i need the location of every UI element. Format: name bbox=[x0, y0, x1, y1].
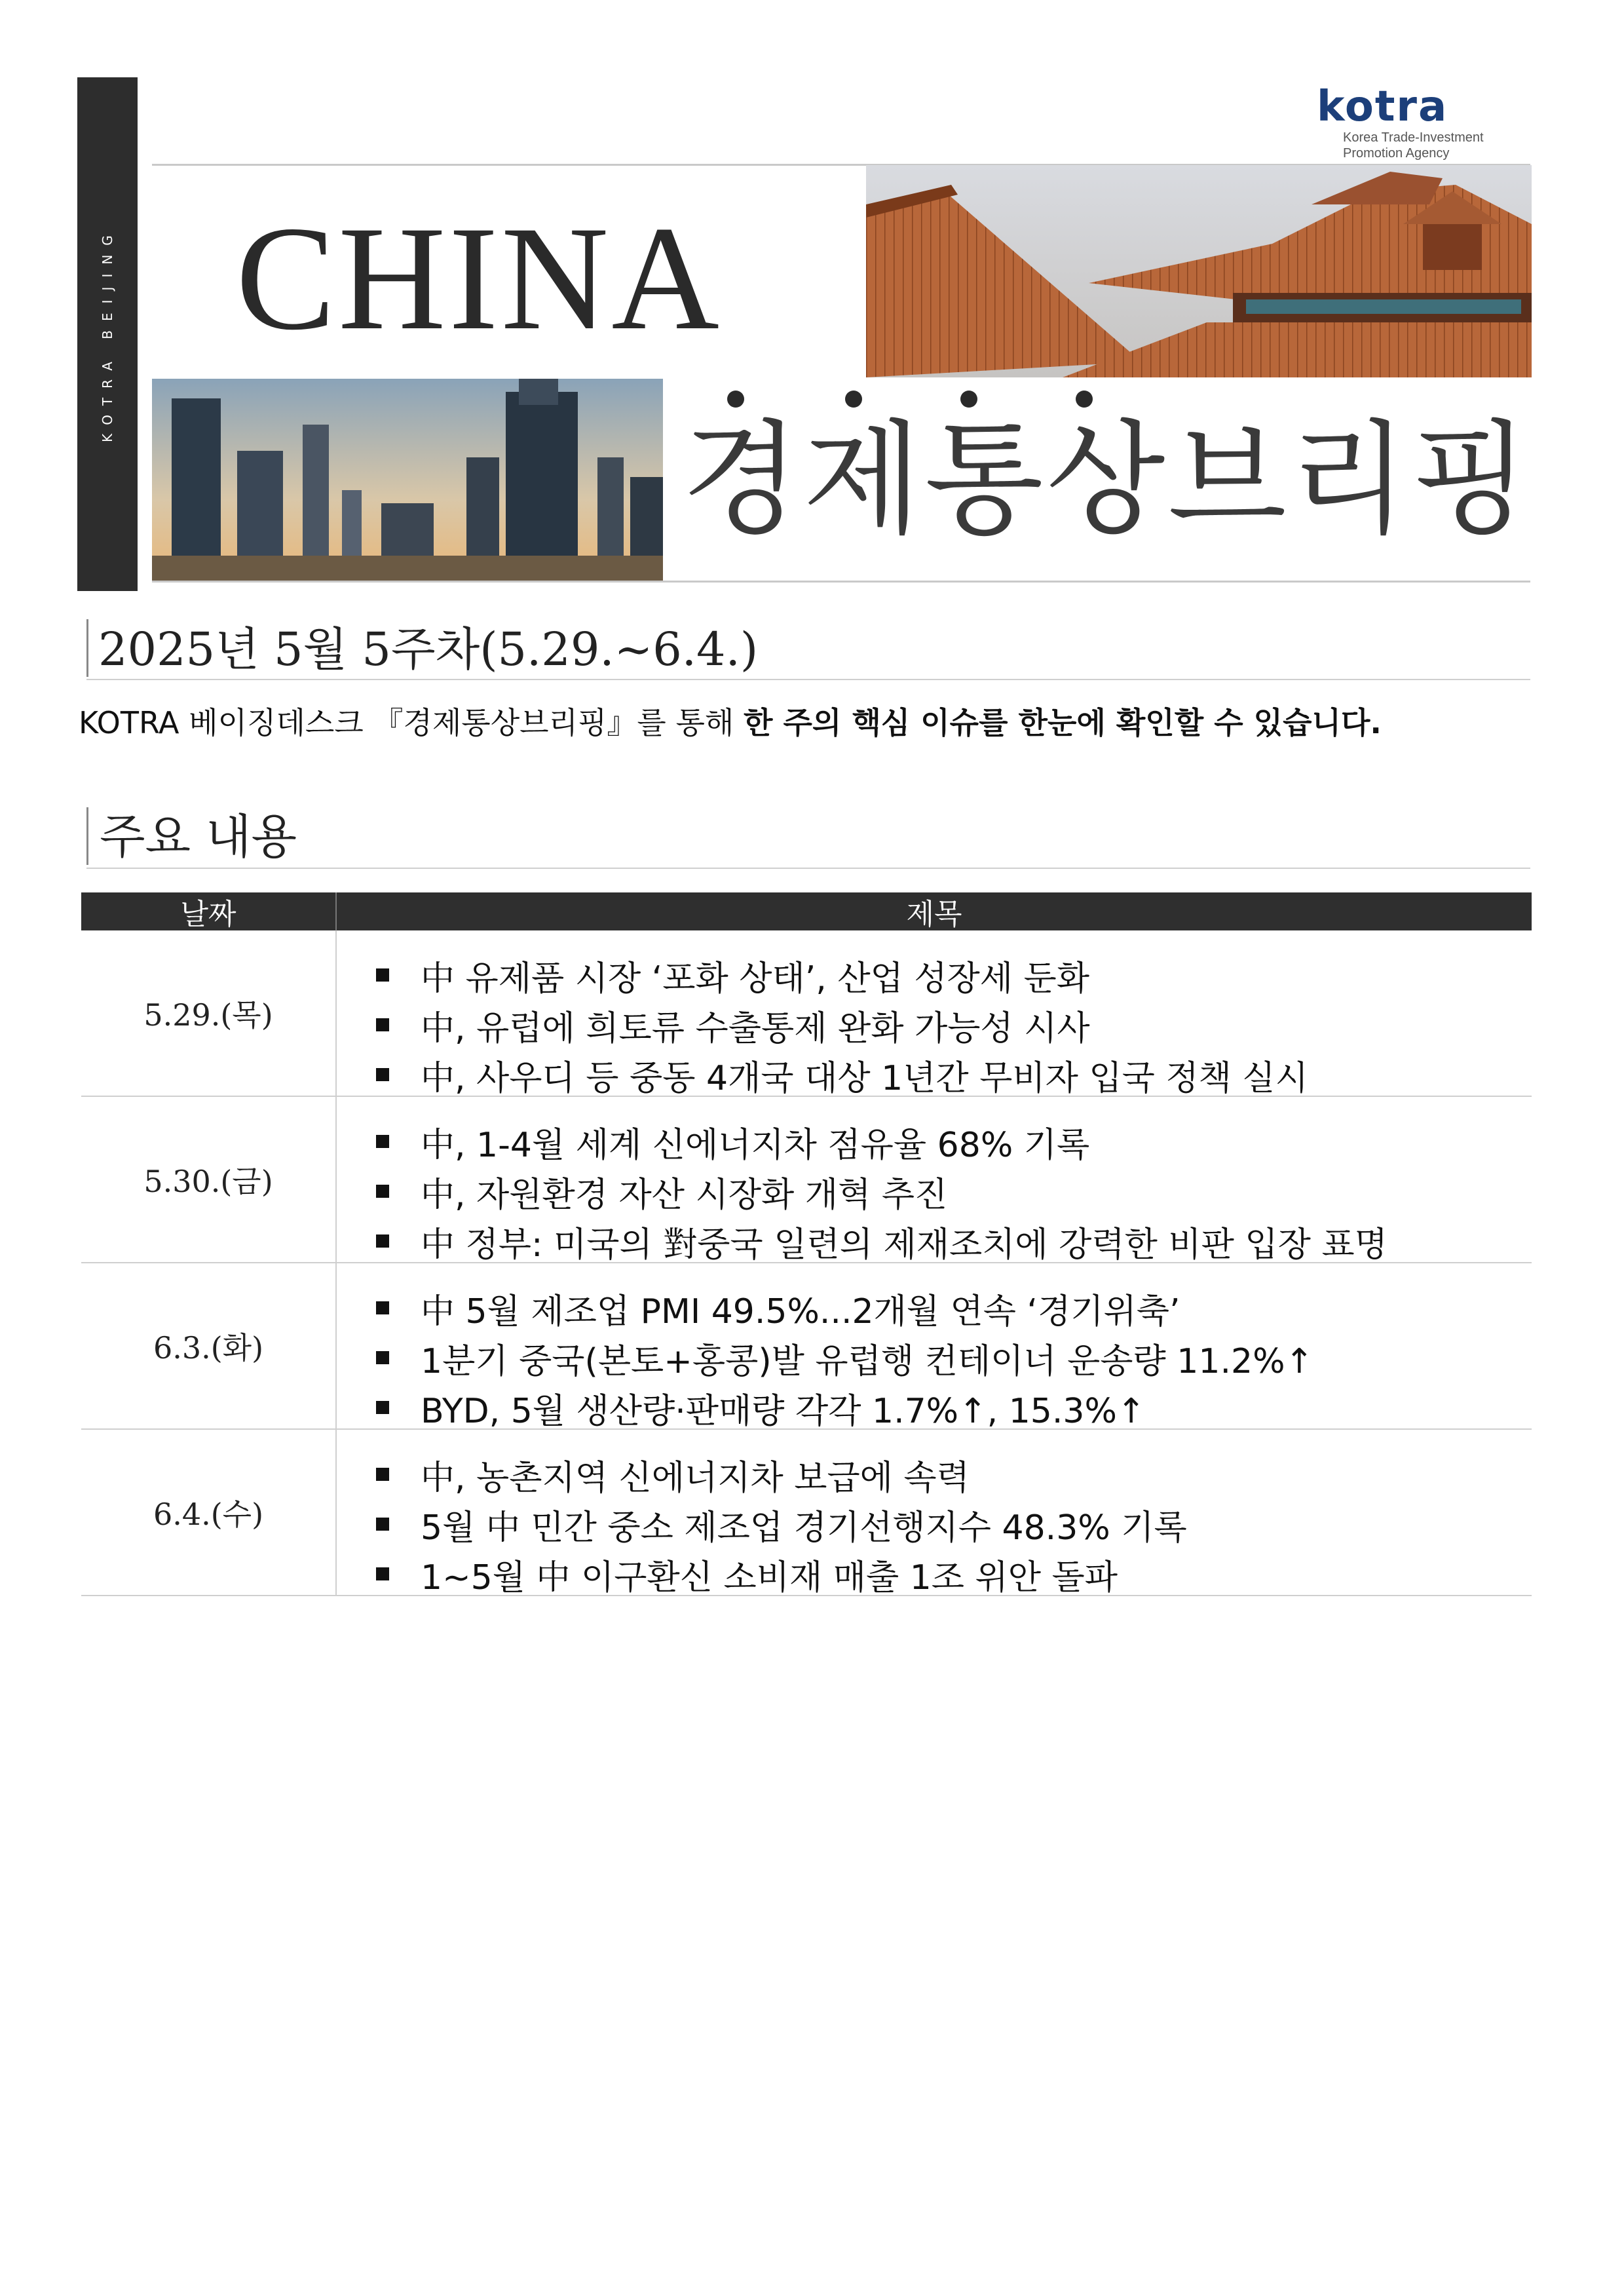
header-title: 제목 bbox=[906, 898, 962, 931]
list-item bbox=[337, 1166, 1532, 1216]
bullet-icon bbox=[376, 1234, 389, 1248]
list-item bbox=[337, 1449, 1532, 1499]
kotra-logo bbox=[1317, 84, 1533, 161]
summary-table bbox=[81, 892, 1532, 1596]
bullet-icon bbox=[376, 1018, 389, 1031]
item-text: 中 정부: 미국의 對중국 일련의 제재조치에 강력한 비판 입장 표명 bbox=[421, 1225, 1388, 1265]
list-item bbox=[337, 1549, 1532, 1599]
row-date: 6.3.(화) bbox=[81, 1263, 337, 1428]
item-text: BYD, 5월 생산량·판매량 각각 1.7%↑, 15.3%↑ bbox=[421, 1391, 1146, 1431]
list-item bbox=[337, 1383, 1532, 1432]
item-text: 中, 1-4월 세계 신에너지차 점유율 68% 기록 bbox=[421, 1125, 1090, 1165]
row-items bbox=[337, 1430, 1532, 1598]
list-item bbox=[337, 1050, 1532, 1100]
banner-bottom-rule bbox=[152, 581, 1530, 583]
header-date: 날짜 bbox=[81, 892, 337, 930]
list-item bbox=[337, 1216, 1532, 1266]
list-item bbox=[337, 1000, 1532, 1050]
row-items bbox=[337, 930, 1532, 1096]
bullet-icon bbox=[376, 968, 389, 982]
banner-main-title: CHINA bbox=[236, 196, 722, 361]
bullet-icon bbox=[376, 1135, 389, 1148]
side-bar-label-wrap bbox=[77, 77, 138, 591]
banner-korean-title: 경제통상브리핑 bbox=[681, 408, 1533, 552]
item-text: 中, 농촌지역 신에너지차 보급에 속력 bbox=[421, 1458, 970, 1498]
item-text: 5월 中 민간 중소 제조업 경기선행지수 48.3% 기록 bbox=[421, 1508, 1187, 1548]
item-text: 1~5월 中 이구환신 소비재 매출 1조 위안 돌파 bbox=[421, 1558, 1118, 1598]
side-bar-label: KOTRA BEIJING bbox=[100, 226, 115, 442]
palace-roof-image bbox=[866, 165, 1532, 377]
logo-subtitle-2: Promotion Agency bbox=[1343, 146, 1450, 161]
bullet-icon bbox=[376, 1351, 389, 1364]
intro-bold: 한 주의 핵심 이슈를 한눈에 확인할 수 있습니다. bbox=[744, 705, 1382, 740]
bullet-icon bbox=[376, 1518, 389, 1531]
list-item bbox=[337, 1117, 1532, 1166]
list-item bbox=[337, 1499, 1532, 1549]
row-date: 5.30.(금) bbox=[81, 1097, 337, 1262]
item-text: 1분기 중국(본토+홍콩)발 유럽행 컨테이너 운송량 11.2%↑ bbox=[421, 1341, 1314, 1381]
city-skyline-image bbox=[152, 379, 663, 581]
logo-subtitle-1: Korea Trade-Investment bbox=[1343, 130, 1484, 145]
row-date: 6.4.(수) bbox=[81, 1430, 337, 1595]
item-text: 中 유제품 시장 ‘포화 상태’, 산업 성장세 둔화 bbox=[421, 959, 1090, 999]
bullet-icon bbox=[376, 1301, 389, 1314]
table-row bbox=[81, 1097, 1532, 1263]
table-row bbox=[81, 930, 1532, 1097]
row-date: 5.29.(목) bbox=[81, 930, 337, 1096]
bullet-icon bbox=[376, 1068, 389, 1081]
list-item bbox=[337, 950, 1532, 1000]
section-rule bbox=[86, 868, 1530, 869]
section-accent-bar bbox=[86, 807, 88, 865]
logo-wordmark: kotra bbox=[1317, 83, 1448, 131]
week-accent-bar bbox=[86, 619, 88, 677]
bullet-icon bbox=[376, 1567, 389, 1580]
table-row bbox=[81, 1430, 1532, 1596]
item-text: 中, 유럽에 희토류 수출통제 완화 가능성 시사 bbox=[421, 1008, 1090, 1048]
bullet-icon bbox=[376, 1185, 389, 1198]
item-text: 中, 자원환경 자산 시장화 개혁 추진 bbox=[421, 1175, 948, 1215]
intro-text bbox=[79, 702, 1539, 743]
intro-normal: KOTRA 베이징데스크 『경제통상브리핑』를 통해 bbox=[79, 705, 744, 740]
bullet-icon bbox=[376, 1401, 389, 1414]
table-header bbox=[81, 892, 1532, 930]
week-rule bbox=[86, 679, 1530, 680]
row-items bbox=[337, 1263, 1532, 1431]
section-title: 주요 내용 bbox=[100, 809, 297, 864]
item-text: 中, 사우디 등 중동 4개국 대상 1년간 무비자 입국 정책 실시 bbox=[421, 1058, 1308, 1098]
list-item bbox=[337, 1333, 1532, 1383]
week-heading: 2025년 5월 5주차(5.29.~6.4.) bbox=[98, 622, 759, 676]
row-items bbox=[337, 1097, 1532, 1265]
list-item bbox=[337, 1283, 1532, 1333]
bullet-icon bbox=[376, 1468, 389, 1481]
table-row bbox=[81, 1263, 1532, 1430]
item-text: 中 5월 제조업 PMI 49.5%...2개월 연속 ‘경기위축’ bbox=[421, 1292, 1180, 1331]
